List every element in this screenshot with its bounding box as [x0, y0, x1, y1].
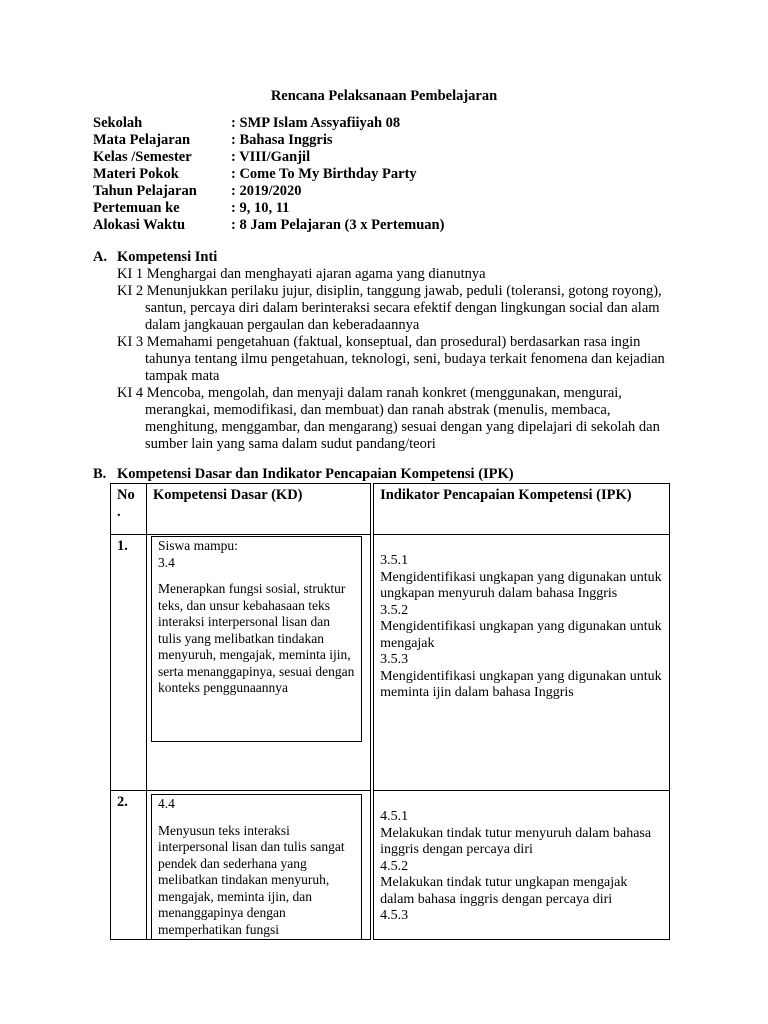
- kd-box: [151, 536, 362, 742]
- meta-value: : 8 Jam Pelajaran (3 x Pertemuan): [231, 217, 445, 233]
- ki-item: KI 2 Menunjukkan perilaku jujur, disiplin, tanggung jawab, peduli (toleransi, gotong royong), santun, percaya diri dalam berinteraksi secara efektif dengan lingkungan social dan alam dalam jangkauan pergaulan dan keberadaannya: [117, 283, 662, 333]
- kd-cell: [146, 535, 372, 791]
- ipk-text: Melakukan tindak tutur menyuruh dalam bahasa inggris dengan percaya diri: [380, 825, 652, 857]
- kd-box: [151, 794, 362, 939]
- meta-value: : 2019/2020: [231, 183, 302, 199]
- section-title: Kompetensi Dasar dan Indikator Pencapaian Kompetensi (IPK): [117, 466, 514, 482]
- kd-intro: Siswa mampu:: [157, 538, 238, 553]
- section-a-heading: [93, 249, 217, 266]
- ipk-code: 3.5.2: [380, 602, 409, 618]
- meta-label: Mata Pelajaran: [93, 132, 191, 148]
- ipk-code: 4.5.3: [380, 908, 409, 923]
- meta-label: Sekolah: [93, 115, 143, 131]
- kd-cell: [146, 791, 372, 940]
- header-ipk: Indikator Pencapaian Kompetensi (IPK): [372, 484, 669, 535]
- kompetensi-inti-list: [117, 266, 677, 453]
- header-kd: Kompetensi Dasar (KD): [146, 484, 372, 535]
- meta-label: Materi Pokok: [93, 166, 179, 182]
- meta-label: Pertemuan ke: [93, 200, 180, 216]
- header-no-text: No: [117, 487, 135, 503]
- meta-row: [93, 217, 444, 234]
- ipk-code: 4.5.2: [380, 858, 409, 874]
- ipk-text: Melakukan tindak tutur ungkapan mengajak dalam bahasa inggris dengan percaya diri: [380, 875, 628, 907]
- ki-item: KI 1 Menghargai dan menghayati ajaran agama yang dianutnya: [117, 266, 486, 282]
- kd-code: 4.4: [157, 796, 175, 811]
- section-letter: B.: [93, 466, 107, 482]
- identity-block: [93, 115, 444, 234]
- table-row: [111, 791, 670, 940]
- ipk-code: 4.5.1: [380, 809, 409, 824]
- ipk-code: 3.5.1: [380, 553, 409, 568]
- section-b-heading: [93, 466, 514, 483]
- meta-row: [93, 166, 444, 183]
- meta-value: : 9, 10, 11: [231, 200, 290, 216]
- meta-row: [93, 200, 444, 217]
- row-number: 1.: [111, 535, 147, 791]
- table-row: [111, 535, 670, 791]
- meta-value: : Bahasa Inggris: [231, 132, 333, 148]
- ipk-code: 3.5.3: [380, 652, 409, 667]
- page-title: Rencana Pelaksanaan Pembelajaran: [270, 88, 498, 104]
- ipk-cell: [372, 791, 669, 940]
- ki-item: KI 4 Mencoba, mengolah, dan menyaji dalam ranah konkret (menggunakan, mengurai, merangkai, memodifikasi, dan membuat) dan ranah abstrak (menulis, membaca, menghitung, menggambar, dan mengarang) sesuai dengan yang dipelajari di sekolah dan sumber lain yang sama dalam sudut pandang/teori: [117, 385, 660, 452]
- section-title: Kompetensi Inti: [117, 249, 218, 265]
- ki-item: KI 3 Memahami pengetahuan (faktual, konseptual, dan prosedural) berdasarkan rasa ingin tahunya tentang ilmu pengetahuan, teknologi, seni, budaya terkait fenomena dan kejadian tampak mata: [117, 334, 665, 384]
- meta-row: [93, 149, 444, 166]
- kd-ipk-table: [110, 483, 670, 940]
- row-number: 2.: [111, 791, 147, 940]
- ipk-text: Mengidentifikasi ungkapan yang digunakan untuk meminta ijin dalam bahasa Inggris: [380, 668, 662, 700]
- ipk-text: Mengidentifikasi ungkapan yang digunakan untuk ungkapan menyuruh dalam bahasa Inggris: [380, 569, 662, 601]
- ipk-text: Mengidentifikasi ungkapan yang digunakan untuk mengajak: [380, 619, 662, 651]
- section-letter: A.: [93, 249, 108, 265]
- meta-value: : Come To My Birthday Party: [231, 166, 417, 182]
- ipk-cell: [372, 535, 669, 791]
- table-header-row: [111, 484, 670, 535]
- kd-text: Menyusun teks interaksi interpersonal lisan dan tulis sangat pendek dan sederhana yang melibatkan tindakan menyuruh, mengajak, meminta ijin, dan menanggapinya dengan memperhatikan fungsi: [157, 822, 345, 937]
- header-no-dot: .: [117, 504, 121, 520]
- meta-row: [93, 132, 444, 149]
- header-no: [111, 484, 147, 535]
- meta-row: [93, 115, 444, 132]
- meta-label: Alokasi Waktu: [93, 217, 186, 233]
- meta-value: : VIII/Ganjil: [231, 149, 311, 165]
- meta-row: [93, 183, 444, 200]
- kd-text: Menerapkan fungsi sosial, struktur teks, dan unsur kebahasaan teks interaksi interpersonal lisan dan tulis yang melibatkan tindakan menyuruh, mengajak, meminta ijin, serta menanggapinya, sesuai dengan konteks penggunaannya: [157, 581, 355, 695]
- meta-label: Tahun Pelajaran: [93, 183, 197, 199]
- meta-value: : SMP Islam Assyafiiyah 08: [231, 115, 401, 131]
- kd-code: 3.4: [157, 554, 175, 570]
- meta-label: Kelas /Semester: [93, 149, 192, 165]
